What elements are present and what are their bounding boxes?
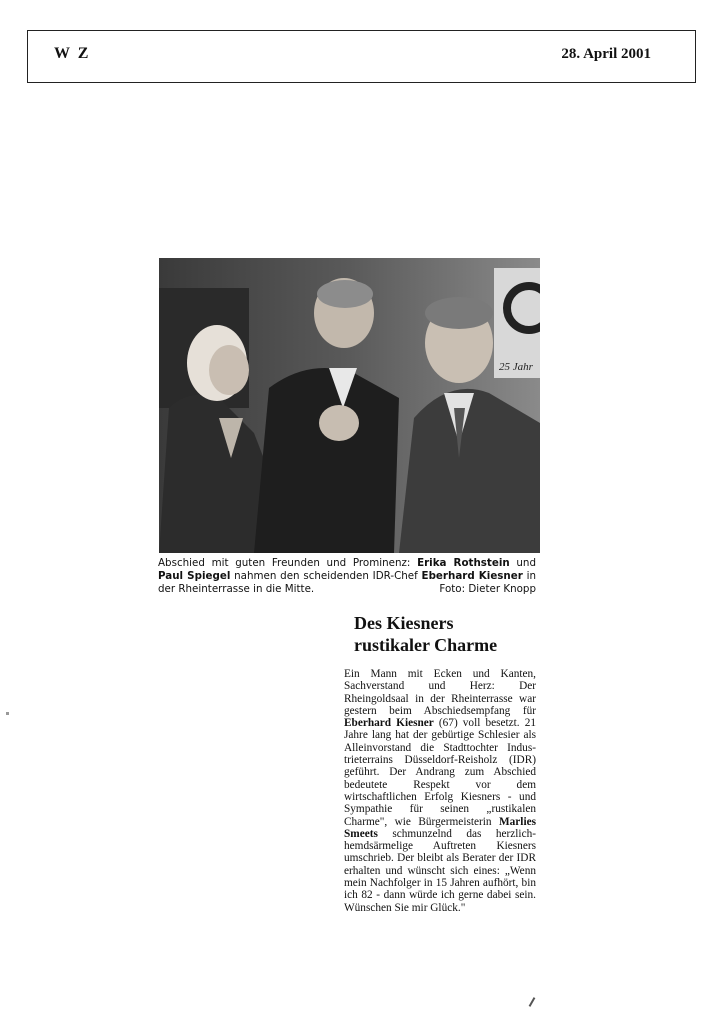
- caption-text: und: [509, 557, 536, 569]
- photo-illustration: [159, 258, 540, 553]
- body-name: Eberhard Kiesner: [344, 717, 434, 730]
- photo-credit: Foto: Dieter Knopp: [439, 583, 536, 595]
- caption-name: Paul Spiegel: [158, 570, 231, 582]
- photo-caption: [158, 557, 536, 596]
- headline-line: Des Kiesners: [354, 613, 454, 633]
- photo-sign-text: 25 Jahr: [499, 361, 533, 373]
- caption-text: Abschied mit guten Freunden und Prominenz:: [158, 557, 418, 569]
- article-body: [344, 668, 536, 914]
- caption-name: Erika Rothstein: [417, 557, 510, 569]
- body-text: (67) voll besetzt. 21 Jahre lang hat der gebürtige Schlesier als Alleinvorstand die Stadttochter Industrieterrains Düsseldorf-Reisholz (IDR) geführt. Der Andrang zum Abschied bedeutete Respekt vor dem wirtschaftlichen Erfolg Kiesners - und Sympathie für seinen „rustikalen Charme", wie Bürgermeisterin: [344, 717, 537, 828]
- article-headline: [354, 612, 554, 656]
- newspaper-header: [27, 30, 696, 83]
- scan-mark: [6, 712, 9, 715]
- headline-line: rustikaler Charme: [354, 635, 498, 655]
- caption-text: nahmen den scheidenden IDR-Chef: [230, 570, 422, 582]
- newspaper-source: W Z: [54, 45, 91, 62]
- body-name: Marlies Smeets: [344, 815, 536, 840]
- publication-date: 28. April 2001: [561, 46, 651, 62]
- body-text: schmunzelnd das herzlich-hemdsärmelige Auftreten Kiesners umschrieb. Der bleibt als Berater der IDR erhalten und wünscht sich eines: „Wenn mein Nachfolger in 15 Jahren aufhört, bin ich 82 - dann würde ich gerne dabei sein. Wünschen Sie mir Glück.": [344, 827, 536, 914]
- news-photo: [159, 258, 540, 553]
- scan-mark: [529, 997, 536, 1007]
- body-text: Ein Mann mit Ecken und Kanten, Sachverstand und Herz: Der Rheingoldsaal in der Rheinterrasse war gestern beim Abschiedsempfang für: [344, 668, 536, 717]
- caption-text: in der Rheinterrasse in die Mitte.: [158, 570, 536, 595]
- caption-name: Eberhard Kiesner: [421, 570, 523, 582]
